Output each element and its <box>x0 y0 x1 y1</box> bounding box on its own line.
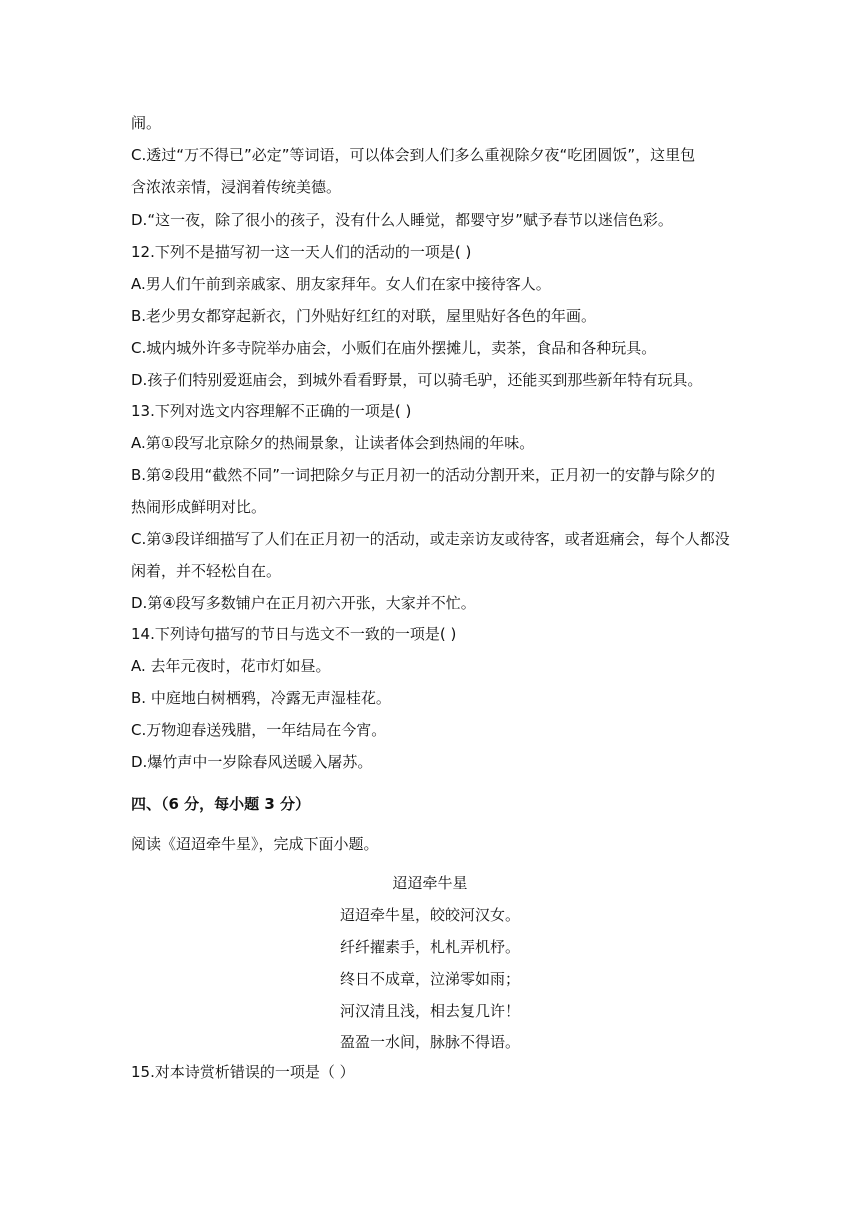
text-line: 闹。 <box>131 114 162 132</box>
option-c-13: C.第③段详细描写了人们在正月初一的活动，或走亲访友或待客，或者逛痛会，每个人都没 <box>131 530 730 548</box>
option-a-12: A.男人们午前到亲戚家、朋友家拜年。女人们在家中接待客人。 <box>131 275 551 293</box>
question-15: 15.对本诗赏析错误的一项是（ ） <box>131 1063 355 1081</box>
reading-intro: 阅读《迢迢牵牛星》，完成下面小题。 <box>131 835 379 853</box>
option-c-11: C.透过“万不得已”必定”等词语，可以体会到人们多么重视除夕夜“吃团圆饭”，这里包 <box>131 146 696 164</box>
option-d-11: D.“这一夜，除了很小的孩子，没有什么人睡觉，都婴守岁”赋予春节以迷信色彩。 <box>131 211 673 229</box>
option-d-14: D.爆竹声中一岁除春风送暖入屠苏。 <box>131 753 373 771</box>
section-heading: 四、（6 分，每小题 3 分） <box>131 795 311 813</box>
poem-line: 迢迢牵牛星，皎皎河汉女。 <box>339 906 520 924</box>
option-b-12: B.老少男女都穿起新衣，门外贴好红红的对联，屋里贴好各色的年画。 <box>131 307 597 325</box>
option-b-14: B. 中庭地白树栖鸦，冷露无声湿桂花。 <box>131 689 391 707</box>
option-d-12: D.孩子们特别爱逛庙会，到城外看看野景，可以骑毛驴，还能买到那些新年特有玩具。 <box>131 371 703 389</box>
poem-line: 终日不成章，泣涕零如雨； <box>339 970 520 988</box>
option-b-13: B.第②段用“截然不同”一词把除夕与正月初一的活动分割开来，正月初一的安静与除夕的 <box>131 466 716 484</box>
question-14: 14.下列诗句描写的节日与选文不一致的一项是( ) <box>131 625 457 643</box>
poem-line: 纤纤擢素手，札札弄机杼。 <box>339 938 520 956</box>
text-line: 闲着，并不轻松自在。 <box>131 562 282 580</box>
text-line: 热闹形成鲜明对比。 <box>131 498 267 516</box>
poem-line: 河汉清且浅，相去复几许！ <box>339 1002 520 1020</box>
option-a-14: A. 去年元夜时，花市灯如昼。 <box>131 657 331 675</box>
question-12: 12.下列不是描写初一这一天人们的活动的一项是( ) <box>131 243 472 261</box>
option-c-12: C.城内城外许多寺院举办庙会，小贩们在庙外摆摊儿，卖茶，食品和各种玩具。 <box>131 339 657 357</box>
option-a-13: A.第①段写北京除夕的热闹景象，让读者体会到热闹的年味。 <box>131 434 535 452</box>
question-13: 13.下列对选文内容理解不正确的一项是( ) <box>131 402 412 420</box>
poem-title: 迢迢牵牛星 <box>392 874 468 892</box>
text-line: 含浓浓亲情，浸润着传统美德。 <box>131 178 342 196</box>
option-d-13: D.第④段写多数铺户在正月初六开张，大家并不忙。 <box>131 594 476 612</box>
poem-line: 盈盈一水间，脉脉不得语。 <box>339 1033 520 1051</box>
option-c-14: C.万物迎春送残腊，一年结局在今宵。 <box>131 721 387 739</box>
